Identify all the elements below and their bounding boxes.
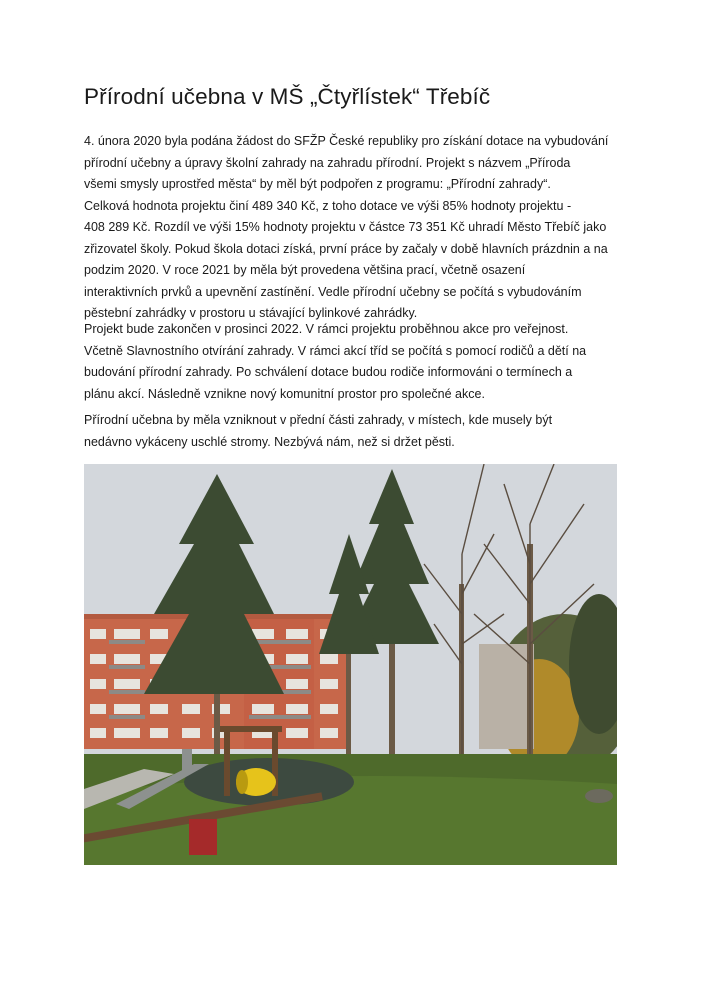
text-line: nedávno vykáceny uschlé stromy. Nezbývá nám, než si držet pěsti. [84,434,455,449]
text-line: Projekt bude zakončen v prosinci 2022. V rámci projektu proběhnou akce pro veřejnost. [84,322,569,336]
paragraph-location [84,410,629,453]
text-line: Celková hodnota projektu činí 489 340 Kč, z toho dotace ve výši 85% hodnoty projektu - [84,198,572,213]
text-line: všemi smysly uprostřed města“ by měl být podpořen z programu: „Přírodní zahrady“. [84,177,551,191]
garden-photo [84,464,617,865]
text-line: podzim 2020. V roce 2021 by měla být provedena většina prací, včetně osazení [84,263,526,277]
paragraph-grant-application [84,131,629,325]
text-line: přírodní učebny a úpravy školní zahrady na zahradu přírodní. Projekt s názvem „Příroda [84,155,571,170]
text-line: interaktivních prvků a upevnění zastínění. Vedle přírodní učebny se počítá s vybudováním [84,284,582,299]
text-line: pěstební zahrádky v prostoru u stávající bylinkové zahrádky. [84,306,418,320]
document-title: Přírodní učebna v MŠ „Čtyřlístek“ Třebíč [84,84,491,109]
text-line: 4. února 2020 byla podána žádost do SFŽP České republiky pro získání dotace na vybudování [84,134,609,148]
tree-stump [585,789,613,803]
text-line: zřizovatel školy. Pokud škola dotaci získá, první práce by začaly v době hlavních prázdnin a na [84,241,608,256]
text-line: 408 289 Kč. Rozdíl ve výši 15% hodnoty projektu v částce 73 351 Kč uhradí Město Třebíč jako [84,220,607,234]
text-line: Včetně Slavnostního otvírání zahrady. V rámci akcí tříd se počítá s pomocí rodičů a dětí na [84,343,587,358]
text-line: budování přírodní zahrady. Po schválení dotace budou rodiče informováni o termínech a [84,365,573,379]
text-line: Přírodní učebna by měla vzniknout v přední části zahrady, v místech, kde musely být [84,413,553,427]
text-line: plánu akcí. Následně vznikne nový komunitní prostor pro společné akce. [84,386,485,401]
paragraph-project-completion [84,319,629,405]
